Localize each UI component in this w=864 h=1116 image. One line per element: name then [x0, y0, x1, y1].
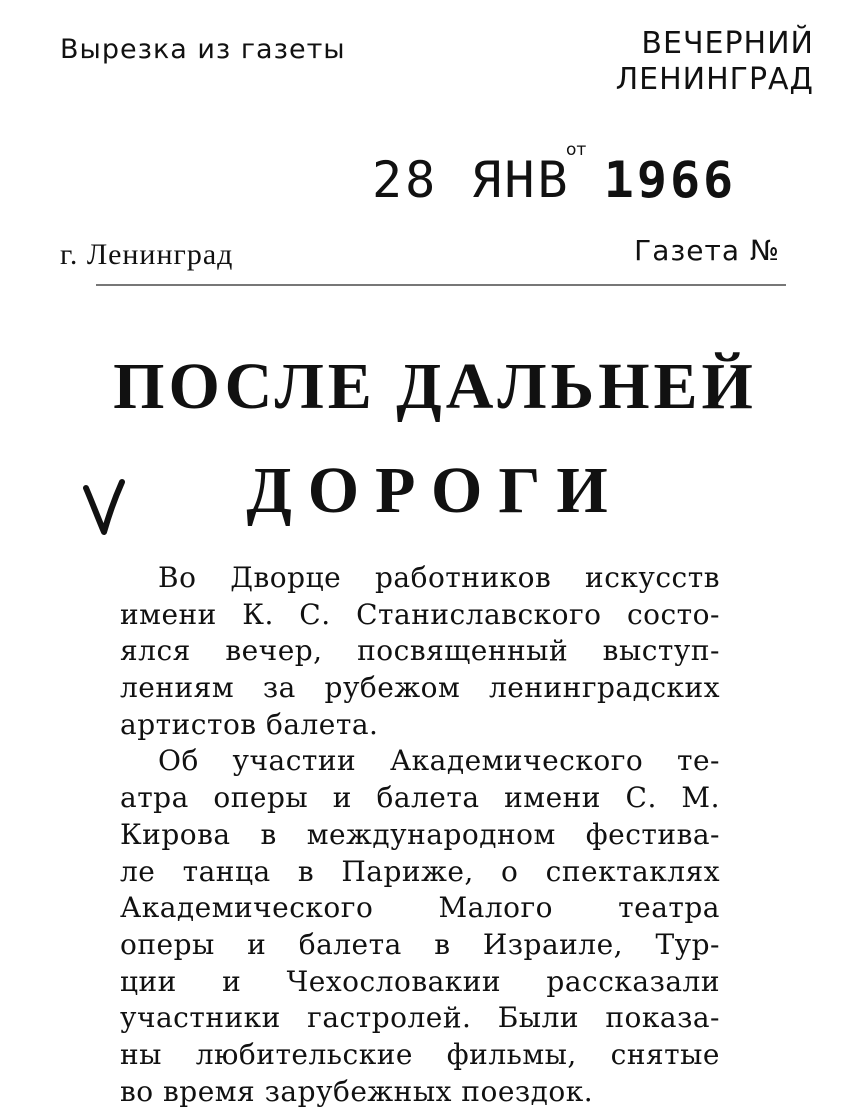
- article-line: ле танца в Париже, о спектаклях: [120, 854, 720, 888]
- article-line: имени К. С. Станиславского состо-: [120, 597, 720, 631]
- check-mark-icon: [82, 478, 126, 536]
- article-line: Об участии Академического те-: [158, 744, 720, 778]
- article-headline: [100, 335, 770, 543]
- divider-line: [96, 284, 786, 286]
- stamp-ot: от: [566, 140, 587, 160]
- article-line: оперы и балета в Израиле, Тур-: [120, 927, 720, 961]
- article-line: ны любительские фильмы, снятые: [120, 1037, 720, 1071]
- date-stamp: [372, 150, 736, 210]
- article-line: ции и Чехословакии рассказали: [120, 964, 720, 998]
- article-line: во время зарубежных поездок.: [120, 1074, 594, 1108]
- newspaper-name-line2: ЛЕНИНГРАД: [615, 62, 814, 97]
- article-line: Академического Малого театра: [120, 891, 720, 925]
- article-line: Во Дворце работников искусств: [158, 561, 720, 594]
- article-line: участники гастролей. Были показа-: [120, 1001, 720, 1035]
- article-body: [120, 560, 720, 1110]
- article-line: артистов балета.: [120, 707, 379, 741]
- newspaper-name: [534, 26, 814, 98]
- article-line: атра оперы и балета имени С. М.: [120, 781, 720, 815]
- date-stamp-day-month: 28 ЯНВ: [372, 151, 571, 209]
- date-stamp-year: 1966: [603, 151, 737, 209]
- article-line: Кирова в международном фестива-: [120, 817, 720, 851]
- newspaper-name-line1: ВЕЧЕРНИЙ: [641, 26, 814, 61]
- city-label: г. Ленинград: [60, 238, 234, 271]
- clipping-label: Вырезка из газеты: [60, 34, 346, 65]
- gazeta-number-label: Газета №: [634, 234, 780, 267]
- headline-line-2: ДОРОГИ: [246, 454, 624, 527]
- article-line: ялся вечер, посвященный выступ-: [120, 634, 720, 668]
- headline-line-1: ПОСЛЕ ДАЛЬНЕЙ: [113, 350, 757, 423]
- article-line: лениям за рубежом ленинградских: [120, 671, 720, 705]
